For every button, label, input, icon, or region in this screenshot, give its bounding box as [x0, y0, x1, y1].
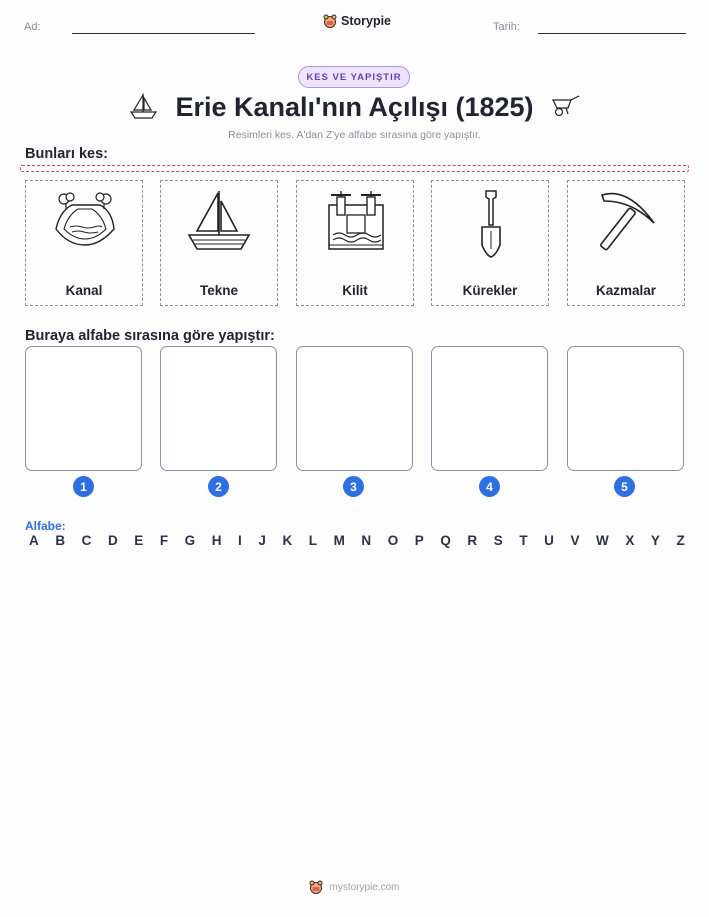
number-badge-2: 2: [208, 476, 229, 497]
alphabet-letter: W: [596, 533, 609, 548]
card-label-kazmalar: Kazmalar: [595, 283, 657, 298]
storypie-mascot-icon: [323, 14, 337, 28]
canal-lock-icon: [321, 187, 391, 255]
alphabet-letter: L: [308, 533, 317, 548]
brand-logo: [323, 14, 391, 28]
cut-card-kazmalar[interactable]: [567, 180, 685, 306]
number-badge-5: 5: [614, 476, 635, 497]
name-line[interactable]: [72, 33, 255, 34]
paste-box-2[interactable]: [160, 346, 277, 471]
cut-card-kurekler[interactable]: [431, 180, 549, 306]
alphabet-letter: X: [625, 533, 635, 548]
alphabet-letter: R: [467, 533, 478, 548]
alphabet-letter: T: [519, 533, 528, 548]
alphabet-letter: D: [107, 533, 118, 548]
paste-section-label: Buraya alfabe sırasına göre yapıştır:: [25, 328, 275, 344]
instructions: Resimleri kes. A'dan Z'ye alfabe sırasına göre yapıştır.: [228, 129, 481, 141]
alphabet-letter: J: [258, 533, 266, 548]
alphabet-letter: Z: [676, 533, 685, 548]
card-label-kanal: Kanal: [65, 283, 103, 298]
paste-box-5[interactable]: [567, 346, 684, 471]
alphabet-letter: U: [544, 533, 554, 548]
paste-box-4[interactable]: [431, 346, 548, 471]
cut-card-kilit[interactable]: [296, 180, 414, 306]
card-label-tekne: Tekne: [199, 283, 238, 298]
alphabet-letter: C: [81, 533, 92, 548]
activity-badge: KES VE YAPIŞTIR: [298, 66, 410, 88]
paste-box-3[interactable]: [296, 346, 413, 471]
alphabet-letter: A: [29, 533, 39, 548]
cut-card-tekne[interactable]: [160, 180, 278, 306]
alphabet-letter: B: [55, 533, 66, 548]
date-line[interactable]: [538, 33, 686, 34]
card-label-kurekler: Kürekler: [462, 283, 518, 298]
name-label: Ad:: [24, 21, 41, 33]
cut-line: [20, 165, 689, 172]
cut-section-label: Bunları kes:: [25, 146, 108, 162]
wheelbarrow-icon: [549, 94, 581, 118]
footer-url[interactable]: mystorypie.com: [329, 881, 400, 893]
storypie-mascot-icon: [309, 880, 323, 894]
paste-box-1[interactable]: [25, 346, 142, 471]
alphabet-letter: S: [493, 533, 503, 548]
alphabet-letter: N: [361, 533, 372, 548]
pickaxe-icon: [592, 187, 662, 259]
alphabet-letter: H: [211, 533, 222, 548]
alphabet-label: Alfabe:: [25, 519, 66, 533]
alphabet-letter: Q: [440, 533, 451, 548]
alphabet-letter: K: [282, 533, 293, 548]
alphabet-letter: M: [333, 533, 345, 548]
number-badge-1: 1: [73, 476, 94, 497]
cut-card-kanal[interactable]: [25, 180, 143, 306]
brand-name: Storypie: [341, 14, 392, 28]
canal-icon: [50, 187, 120, 251]
alphabet-letter: I: [238, 533, 242, 548]
alphabet-letter: V: [570, 533, 580, 548]
page-title: Erie Kanalı'nın Açılışı (1825): [175, 92, 534, 122]
alphabet-letter: O: [387, 533, 399, 548]
footer: [0, 880, 709, 894]
sailboat-icon: [185, 187, 255, 255]
alphabet-letter: E: [134, 533, 144, 548]
number-badge-4: 4: [479, 476, 500, 497]
shovel-icon: [456, 187, 526, 259]
number-badge-3: 3: [343, 476, 364, 497]
alphabet-letter: Y: [650, 533, 660, 548]
alphabet-letter: G: [184, 533, 196, 548]
card-label-kilit: Kilit: [342, 283, 368, 298]
alphabet-row: [29, 533, 685, 548]
alphabet-letter: F: [159, 533, 169, 548]
date-label: Tarih:: [493, 21, 520, 33]
alphabet-letter: P: [414, 533, 424, 548]
